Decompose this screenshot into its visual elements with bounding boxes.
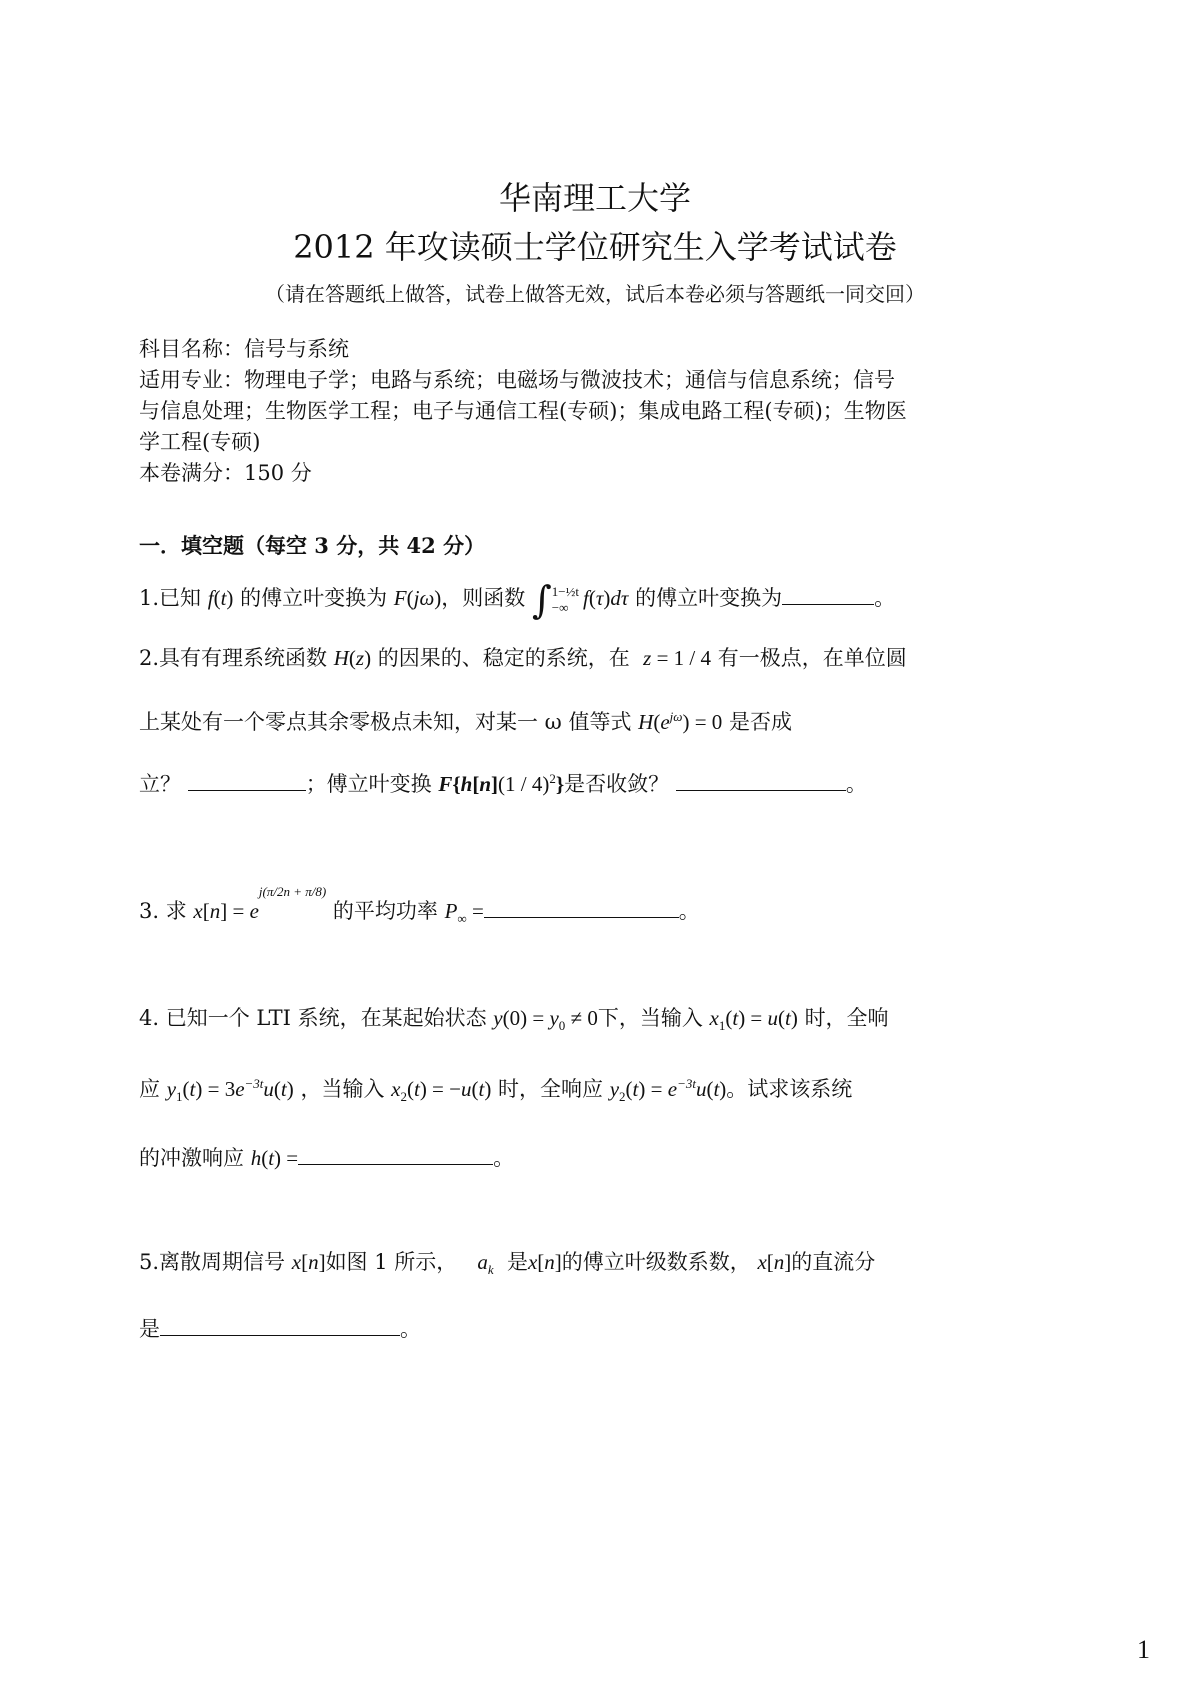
answer-blank-q4[interactable] (298, 1146, 493, 1165)
answer-blank-q3[interactable] (484, 899, 679, 918)
university-title: 华南理工大学 (498, 179, 691, 217)
question-2-line-1: 2.具有有理系统函数 H(z) 的因果的、稳定的系统，在 z = 1 / 4 有一极点，在单位圆 (139, 646, 907, 670)
page-number: 1 (1137, 1635, 1150, 1664)
question-1: 1.已知 f(t) 的傅立叶变换为 F(jω)，则函数 ∫1−½t −∞ f(τ)dτ 的傅立叶变换为 。 (139, 578, 896, 622)
section-title: 一．填空题（每空 3 分，共 42 分） (139, 533, 486, 558)
exam-title: 2012 年攻读硕士学位研究生入学考试试卷 (293, 228, 897, 266)
question-5-line-2: 是 。 (139, 1317, 421, 1341)
question-4-line-1: 4. 已知一个 LTI 系统，在某起始状态 $y(0) = y_0 \ne 0$下，当输入 $x_1(t) = u(t)$ 时，全响 (139, 1006, 889, 1034)
subject-name: 科目名称：信号与系统 (139, 337, 349, 361)
question-4-line-3: 的冲激响应 h(t) = 。 (139, 1146, 515, 1170)
full-score: 本卷满分：150 分 (139, 461, 312, 485)
answer-blank-q5[interactable] (160, 1317, 400, 1336)
answer-blank-q1[interactable] (782, 586, 874, 605)
majors-line-3: 学工程(专硕) (139, 430, 261, 454)
question-2-line-2: 上某处有一个零点其余零极点未知，对某一 ω 值等式 $H(e^{j\omega}) = 0$ 是否成 (139, 709, 792, 734)
question-2-line-3: 立？ ；傅立叶变换 F{h[n](1 / 4)$^2$}是否收敛？ 。 (139, 771, 867, 796)
answer-blank-q2a[interactable] (188, 772, 306, 791)
question-3: 3. 求 $x[n] = e^{j(\pi/2n + \pi/8)}$ 的平均功率 $P_\infty$ = 。 (139, 884, 700, 927)
majors-line-1: 适用专业：物理电子学；电路与系统；电磁场与微波技术；通信与信息系统；信号 (139, 368, 895, 392)
exam-instruction: （请在答题纸上做答，试卷上做答无效，试后本卷必须与答题纸一同交回） (265, 282, 925, 306)
question-4-line-2: 应 $y_1(t) = 3e^{-3t}u(t)$ ，当输入 $x_2(t) = -u(t)$ 时，全响应 $y_2(t) = e^{-3t}u(t)$。试求该系统 (139, 1076, 853, 1105)
majors-line-2: 与信息处理；生物医学工程；电子与通信工程(专硕)；集成电路工程(专硕)；生物医 (139, 399, 907, 423)
question-5-line-1: 5.离散周期信号 x[n]如图 1 所示， $a_k$ 是x[n]的傅立叶级数系数， x[n]的直流分 (139, 1250, 876, 1278)
answer-blank-q2b[interactable] (676, 772, 846, 791)
